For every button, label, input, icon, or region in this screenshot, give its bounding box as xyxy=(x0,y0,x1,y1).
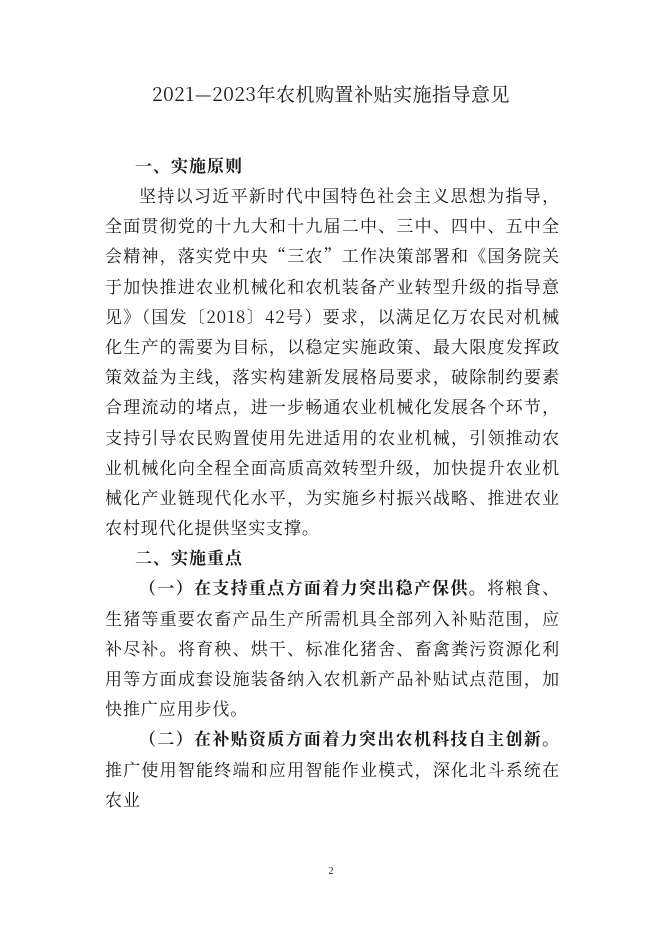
section-heading-focus: 二、实施重点 xyxy=(135,544,243,570)
paragraph-principles: 坚持以习近平新时代中国特色社会主义思想为指导，全面贯彻党的十九大和十九届二中、三中、四中、五中全会精神，落实党中央“三农”工作决策部署和《国务院关于加快推进农业机械化和农机装备产业转型升级的指导意见》（国发〔2018〕42号）要求，以满足亿万农民对机械化生产的需要为目标，以稳定实施政策、最大限度发挥政策效益为主线，落实构建新发展格局要求，破除制约要素合理流动的堵点，进一步畅通农业机械化发展各个环节，支持引导农民购置使用先进适用的农业机械，引领推动农业机械化向全程全面高质高效转型升级，加快提升农业机械化产业链现代化水平，为实施乡村振兴战略、推进农业农村现代化提供坚实支撑。 xyxy=(105,182,560,540)
paragraph-focus-1-lead: （一）在支持重点方面着力突出稳产保供。 xyxy=(139,574,488,600)
paragraph-focus-1 xyxy=(105,572,560,723)
paragraph-focus-2-lead: （二）在补贴资质方面着力突出农机科技自主创新。 xyxy=(139,725,560,751)
document-body xyxy=(105,150,560,814)
paragraph-focus-2 xyxy=(105,723,560,814)
paragraph-focus-2-text: 推广使用智能终端和应用智能作业模式，深化北斗系统在农业 xyxy=(105,755,560,811)
document-title: 2021—2023年农机购置补贴实施指导意见 xyxy=(151,80,511,107)
paragraph-focus-1-text: 将粮食、生猪等重要农畜产品生产所需机具全部列入补贴范围，应补尽补。将育秧、烘干、标准化猪舍、畜禽粪污资源化利用等方面成套设施装备纳入农机新产品补贴试点范围，加快推广应用步伐。 xyxy=(105,574,560,721)
section-heading-principles: 一、实施原则 xyxy=(135,152,243,177)
page-number: 2 xyxy=(328,866,334,877)
